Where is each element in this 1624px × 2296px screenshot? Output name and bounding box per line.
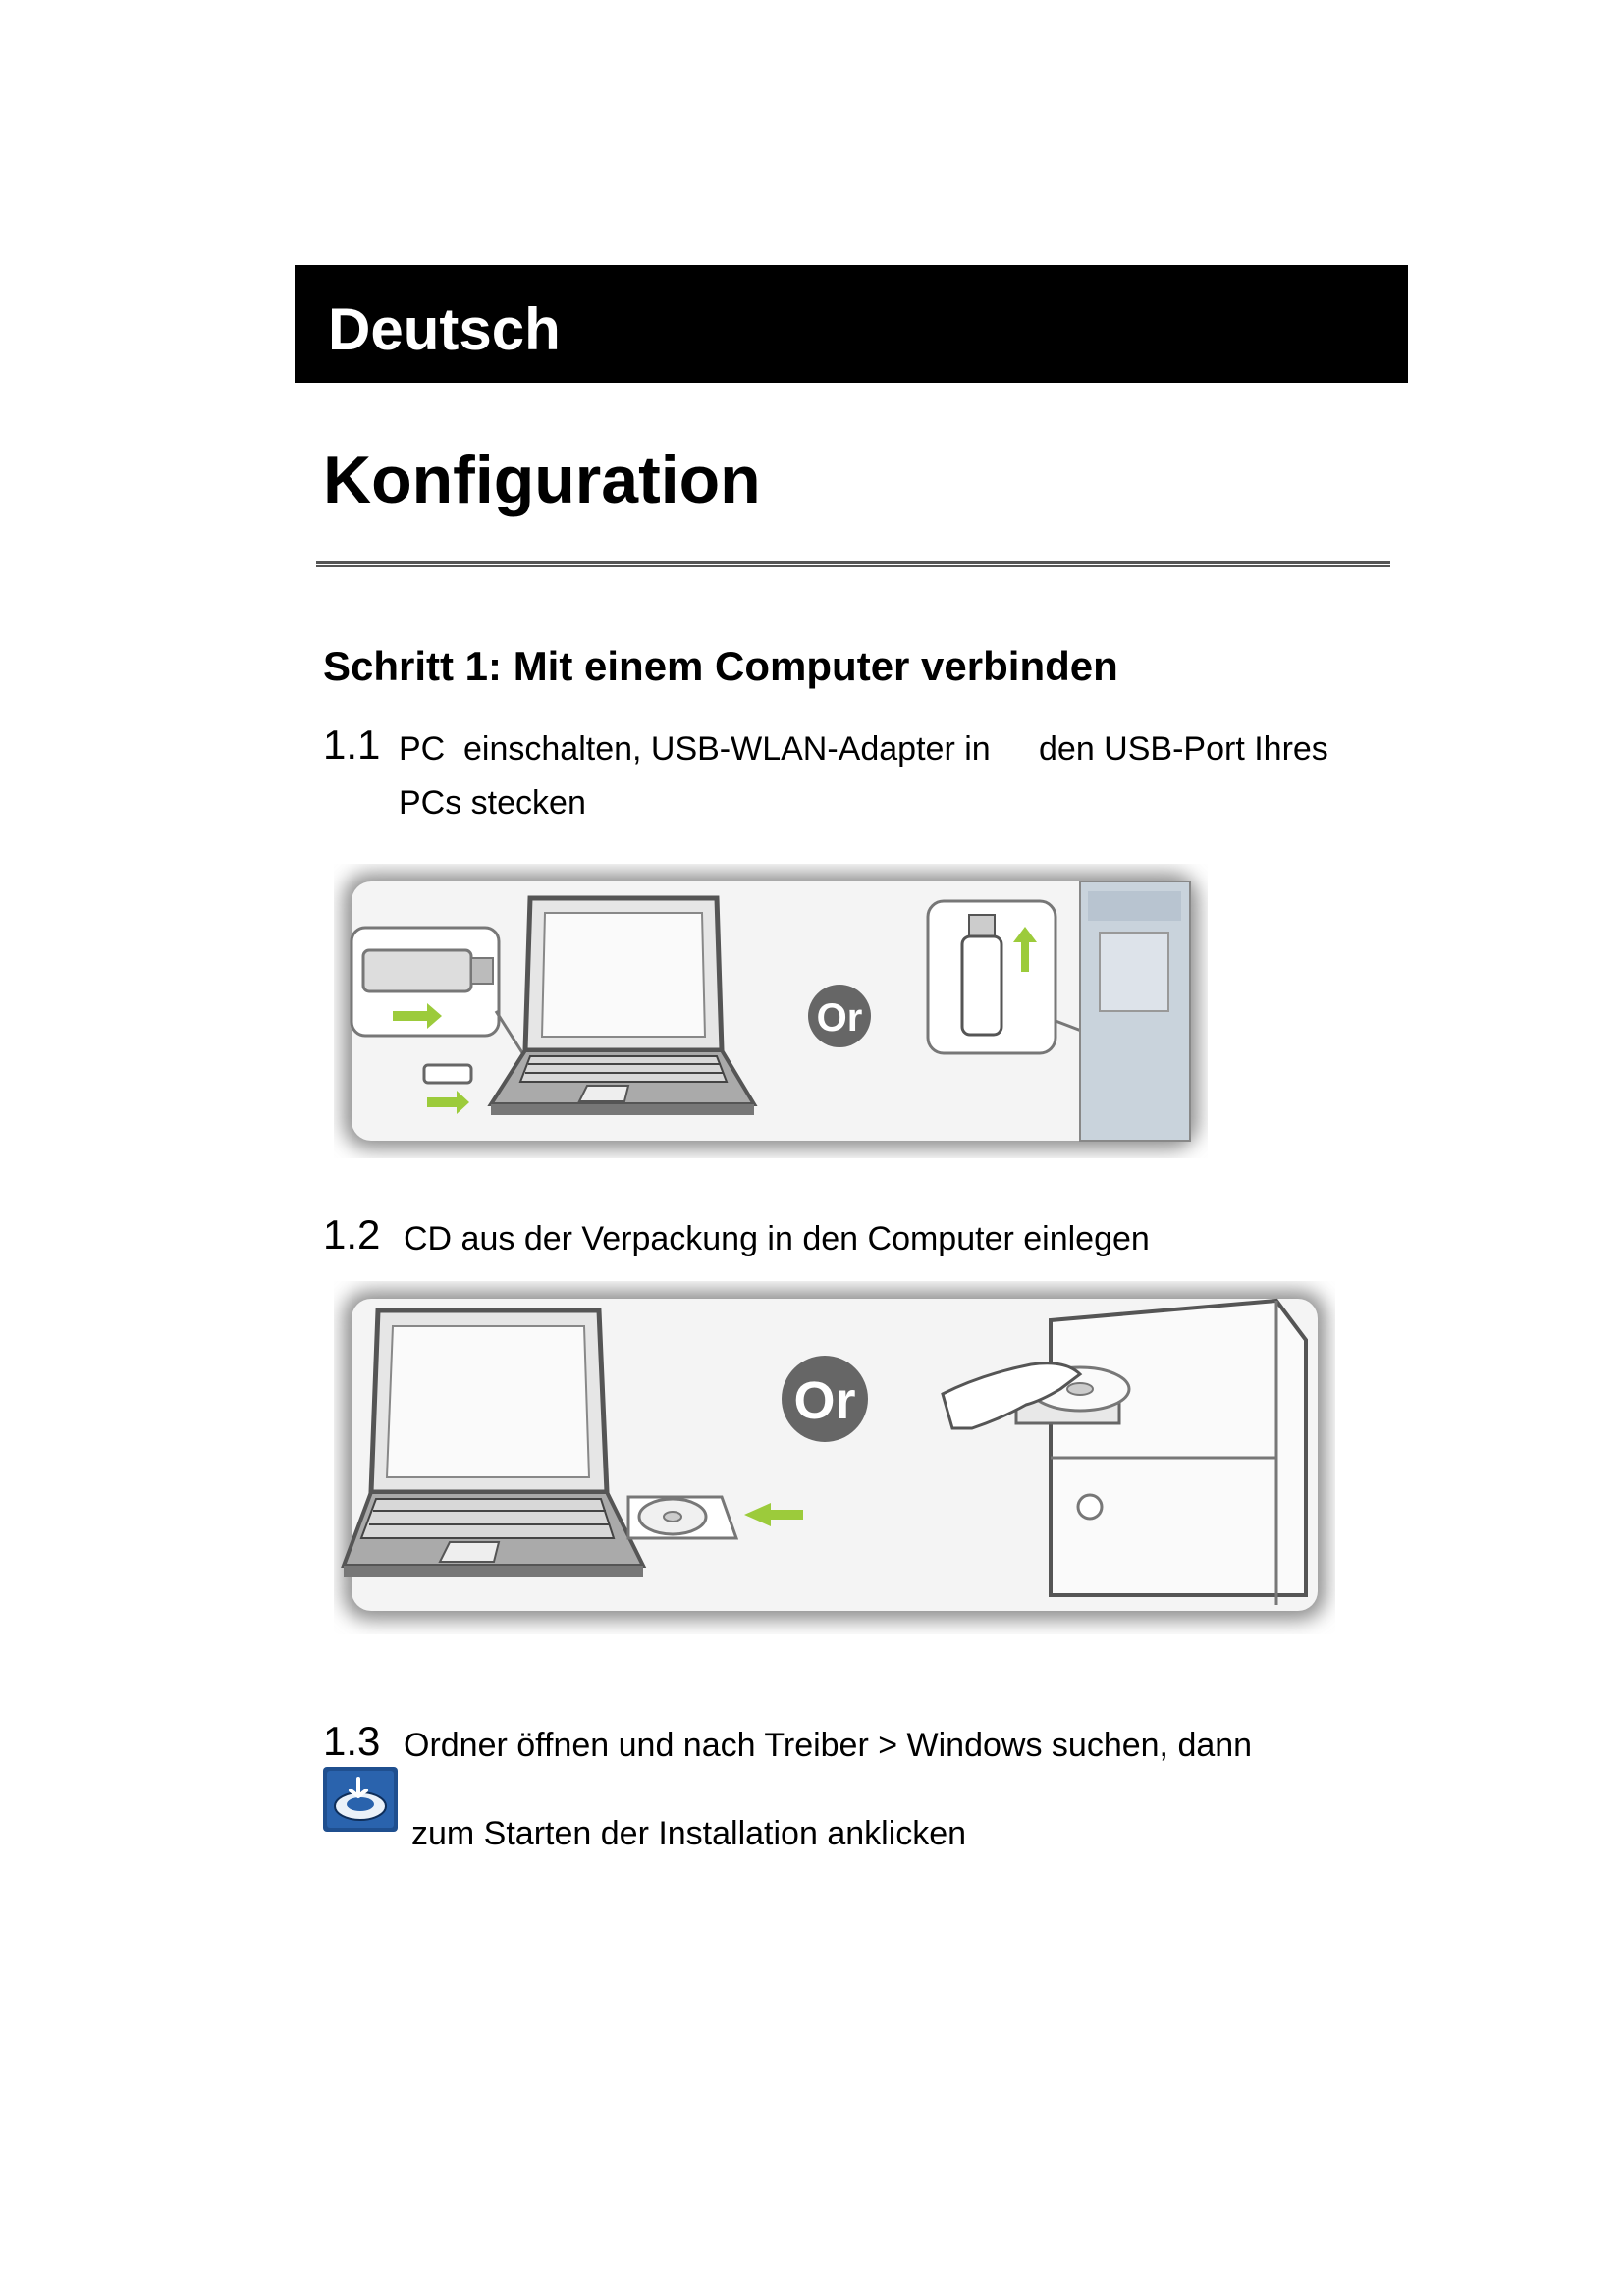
setup-icon[interactable] [323, 1767, 398, 1832]
step-number-1-3: 1.3 [323, 1718, 381, 1764]
step-text-1-1-b: einschalten, USB-WLAN-Adapter in [463, 730, 991, 768]
laptop-icon-2 [344, 1310, 643, 1577]
step-text-1-1-a: PC [399, 730, 446, 768]
or-label-1: Or [816, 996, 863, 1040]
step-text-1-2: CD aus der Verpackung in den Computer einlegen [404, 1220, 1150, 1257]
cd-illustration [334, 1281, 1335, 1634]
laptop-icon [491, 898, 754, 1115]
title-divider [316, 561, 1390, 567]
step-heading: Schritt 1: Mit einem Computer verbinden [323, 643, 1118, 689]
usb-illustration [334, 864, 1208, 1158]
step-number-1-1: 1.1 [323, 721, 381, 768]
step-number-1-2: 1.2 [323, 1211, 381, 1257]
desktop-tower-icon-2 [1016, 1301, 1306, 1605]
step-text-1-1-c: den USB-Port Ihres [1039, 730, 1328, 768]
step-text-1-3-line2: zum Starten der Installation anklicken [411, 1815, 967, 1852]
usb-illustration-drawing [334, 864, 1208, 1158]
page-title: Konfiguration [323, 443, 761, 517]
cd-illustration-drawing [334, 1281, 1335, 1634]
or-label-2: Or [793, 1371, 856, 1430]
step-text-1-1-line2: PCs stecken [399, 784, 586, 822]
language-label: Deutsch [328, 296, 561, 362]
language-banner [295, 265, 1408, 383]
step-text-1-3-line1: Ordner öffnen und nach Treiber > Windows suchen, dann [404, 1727, 1253, 1764]
